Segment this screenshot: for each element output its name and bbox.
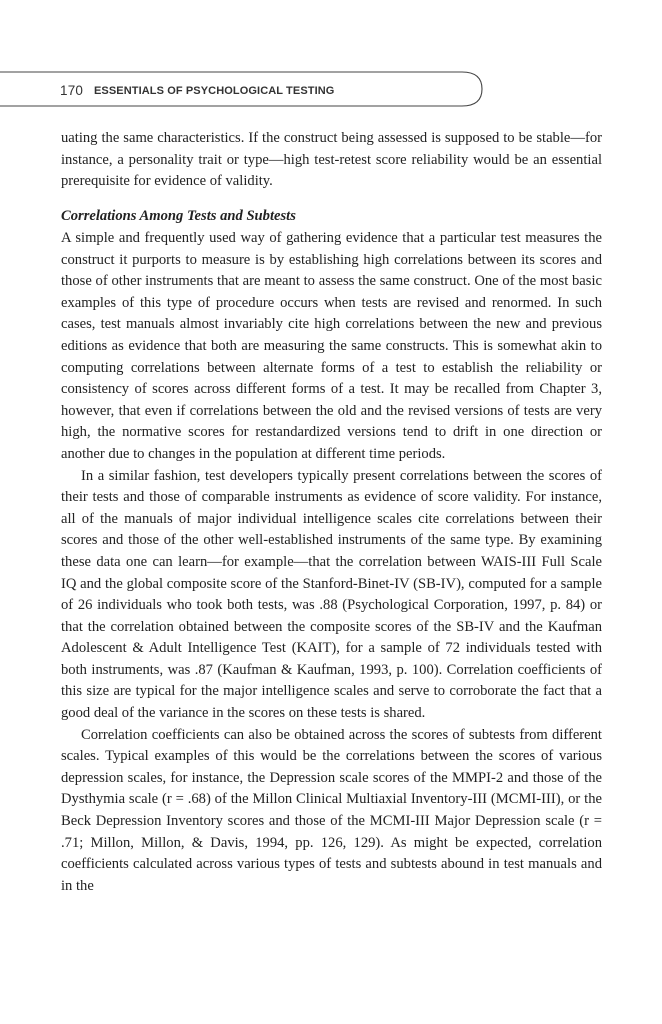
page-number: 170 [60,83,84,98]
header-tab-outline [0,0,662,120]
intro-paragraph-block [61,128,602,193]
body-paragraph-3: Correlation coefficients can also be obtained across the scores of subtests from different scales. Typical examples of this would be the correlations between the scores of various depression scales, for instance, the Depression scale scores of the MMPI-2 and those of the Dysthymia scale (r = .68) of the Millon Clinical Multiaxial Inventory-III (MCMI-III), or the Beck Depression Inventory scores and those of the MCMI-III Major Depression scale (r = .71; Millon, Millon, & Davis, 1994, pp. 126, 129). As might be expected, correlation coefficients calculated across various types of tests and subtests abound in test manuals and in the [61,726,602,894]
section-heading: Correlations Among Tests and Subtests [61,208,296,224]
body-paragraph-1: A simple and frequently used way of gathering evidence that a particular test measures the construct it purports to measure is by establishing high correlations between its scores and those of other instruments that are meant to assess the same construct. One of the most basic examples of this type of procedure occurs when tests are revised and renormed. In such cases, test manuals almost invariably cite high correlations between the new and previous editions as evidence that both are measuring the same constructs. This is somewhat akin to computing correlations between alternate forms of a test to establish the reliability or consistency of scores across different forms of a test. It may be recalled from Chapter 3, however, that even if correlations between the old and the revised versions of tests are very high, the normative scores for restandardized versions tend to drift in one direction or another due to changes in the population at different time periods. [61,230,602,462]
running-header [0,0,662,120]
running-head-title: ESSENTIALS OF PSYCHOLOGICAL TESTING [94,85,335,97]
body-paragraph-2: In a similar fashion, test developers typically present correlations between the scores of their tests and those of comparable instruments as evidence of score validity. For instance, all of the manuals of major individual intelligence scales cite correlations between their scores and those of the other well-established instruments of the same type. By examining these data one can learn—for example—that the correlation between WAIS-III Full Scale IQ and the global composite score of the Stanford-Binet-IV (SB-IV), computed for a sample of 26 individuals who took both tests, was .88 (Psychological Corporation, 1997, p. 84) or that the correlation obtained between the composite scores of the SB-IV and the Kaufman Adolescent & Adult Intelligence Test (KAIT), for a sample of 72 individuals tested with both instruments, was .87 (Kaufman & Kaufman, 1993, p. 100). Correlation coefficients of this size are typical for the major intelligence scales and serve to corroborate the fact that a good deal of the variance in the scores on these tests is shared. [61,467,602,722]
section-body [61,228,602,897]
intro-paragraph: uating the same characteristics. If the construct being assessed is supposed to be stable—for instance, a personality trait or type—high test-retest score reliability would be an essential prerequisite for evidence of validity. [61,130,602,190]
